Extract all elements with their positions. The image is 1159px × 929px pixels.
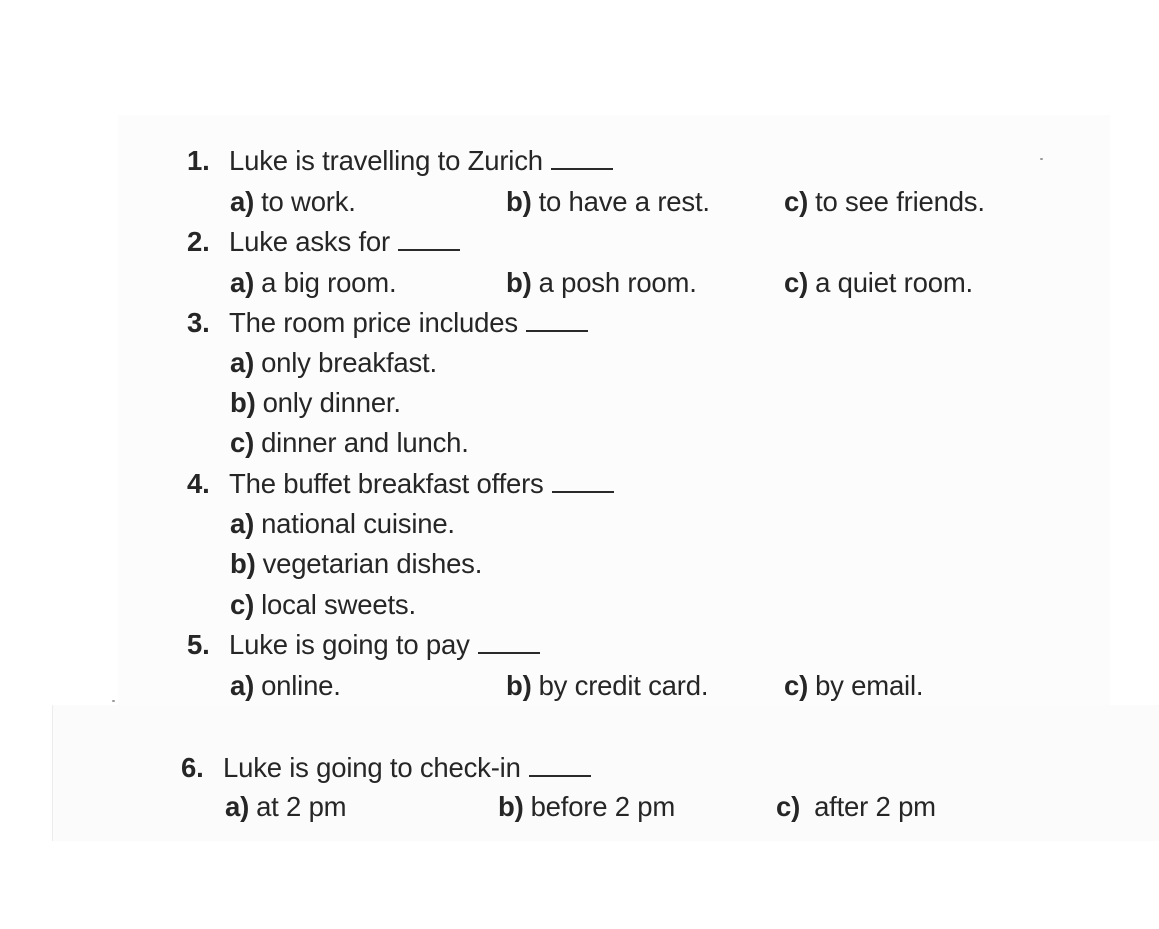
option-letter: b) <box>230 387 256 418</box>
option-text: vegetarian dishes. <box>262 548 483 579</box>
option-letter: b) <box>498 791 524 822</box>
option-text: a posh room. <box>538 267 697 298</box>
question-number: 3. <box>187 307 210 338</box>
option-letter: b) <box>230 548 256 579</box>
option-4c[interactable] <box>230 588 416 622</box>
option-5b[interactable] <box>506 669 708 703</box>
answer-blank[interactable] <box>529 751 591 777</box>
option-6c[interactable] <box>776 790 936 824</box>
option-text: only breakfast. <box>261 347 437 378</box>
option-letter: a) <box>225 791 250 822</box>
question-6 <box>181 751 591 785</box>
option-2b[interactable] <box>506 266 697 300</box>
option-text: to see friends. <box>815 186 985 217</box>
scan-speck <box>1040 158 1043 160</box>
option-4b[interactable] <box>230 547 482 581</box>
question-text: Luke is going to pay <box>229 629 470 660</box>
option-letter: b) <box>506 670 532 701</box>
question-4 <box>187 467 614 501</box>
question-number: 4. <box>187 468 210 499</box>
option-text: only dinner. <box>262 387 401 418</box>
option-letter: a) <box>230 670 255 701</box>
option-3a[interactable] <box>230 346 437 380</box>
option-letter: a) <box>230 508 255 539</box>
option-1a[interactable] <box>230 185 356 219</box>
option-text: national cuisine. <box>261 508 455 539</box>
question-number: 5. <box>187 629 210 660</box>
option-letter: c) <box>776 791 801 822</box>
question-number: 1. <box>187 145 210 176</box>
option-letter: b) <box>506 186 532 217</box>
option-text: a quiet room. <box>815 267 973 298</box>
option-text: to work. <box>261 186 356 217</box>
question-text: Luke is travelling to Zurich <box>229 145 543 176</box>
question-2 <box>187 225 460 259</box>
option-letter: c) <box>784 267 809 298</box>
option-3b[interactable] <box>230 386 401 420</box>
question-text: Luke asks for <box>229 226 390 257</box>
answer-blank[interactable] <box>526 306 588 332</box>
answer-blank[interactable] <box>551 144 613 170</box>
option-5c[interactable] <box>784 669 923 703</box>
answer-blank[interactable] <box>478 628 540 654</box>
option-letter: c) <box>784 186 809 217</box>
option-text: by credit card. <box>538 670 709 701</box>
option-6b[interactable] <box>498 790 675 824</box>
question-text: The buffet breakfast offers <box>229 468 544 499</box>
answer-blank[interactable] <box>552 467 614 493</box>
option-text: before 2 pm <box>530 791 676 822</box>
scan-speck <box>112 700 115 702</box>
option-text: after 2 pm <box>814 791 936 822</box>
question-5 <box>187 628 540 662</box>
option-letter: c) <box>230 427 255 458</box>
option-6a[interactable] <box>225 790 346 824</box>
question-3 <box>187 306 588 340</box>
option-text: by email. <box>815 670 924 701</box>
option-letter: c) <box>784 670 809 701</box>
option-1c[interactable] <box>784 185 985 219</box>
option-text: local sweets. <box>261 589 416 620</box>
question-1 <box>187 144 613 178</box>
option-text: online. <box>261 670 341 701</box>
option-1b[interactable] <box>506 185 710 219</box>
option-text: at 2 pm <box>256 791 347 822</box>
option-text: to have a rest. <box>538 186 710 217</box>
question-number: 2. <box>187 226 210 257</box>
option-letter: c) <box>230 589 255 620</box>
question-text: The room price includes <box>229 307 518 338</box>
option-text: dinner and lunch. <box>261 427 469 458</box>
option-2c[interactable] <box>784 266 973 300</box>
question-text: Luke is going to check-in <box>223 752 521 783</box>
answer-blank[interactable] <box>398 225 460 251</box>
option-4a[interactable] <box>230 507 455 541</box>
option-letter: b) <box>506 267 532 298</box>
option-letter: a) <box>230 186 255 217</box>
question-number: 6. <box>181 752 204 783</box>
option-letter: a) <box>230 347 255 378</box>
option-2a[interactable] <box>230 266 396 300</box>
option-text: a big room. <box>261 267 397 298</box>
option-letter: a) <box>230 267 255 298</box>
option-5a[interactable] <box>230 669 341 703</box>
option-3c[interactable] <box>230 426 469 460</box>
